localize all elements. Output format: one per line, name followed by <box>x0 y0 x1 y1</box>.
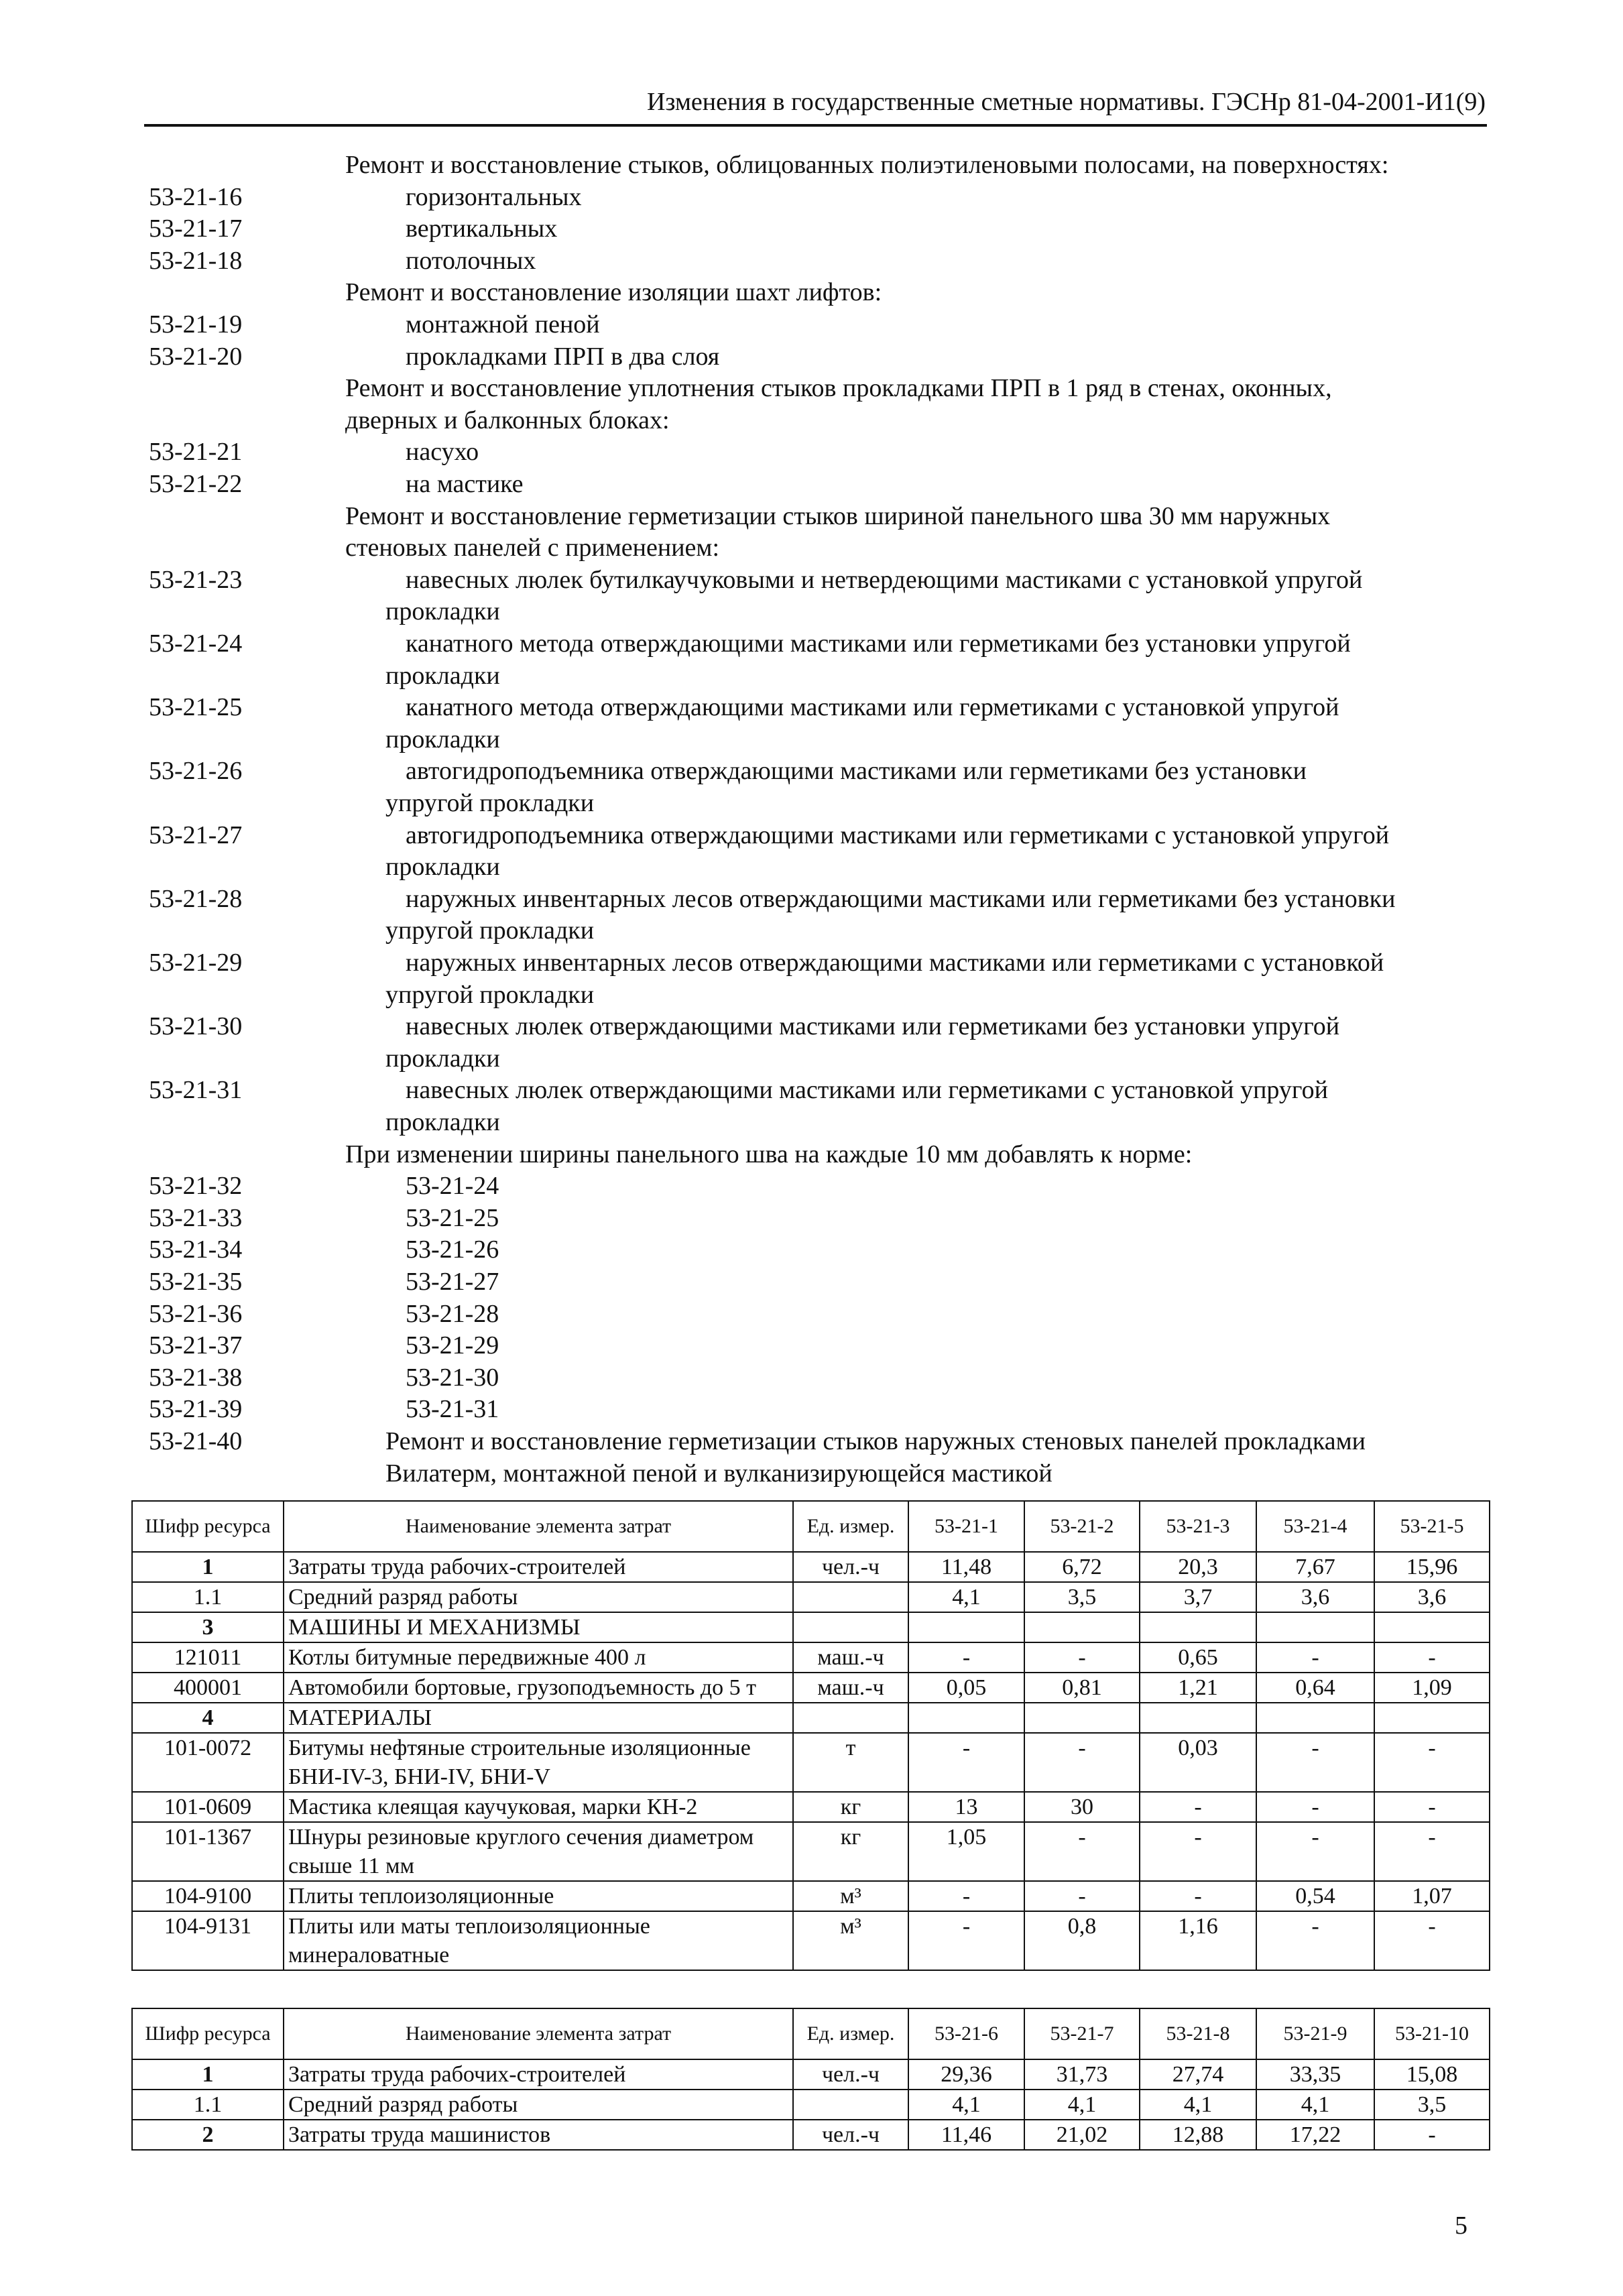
value-cell: 3,6 <box>1374 1582 1490 1612</box>
value-cell: 1,07 <box>1374 1881 1490 1911</box>
resource-name-cell: МАТЕРИАЛЫ <box>284 1703 793 1733</box>
norm-code: 53-21-16 <box>149 183 243 211</box>
norm-group-heading: дверных и балконных блоках: <box>345 406 670 434</box>
unit-cell <box>793 1703 908 1733</box>
unit-cell: м³ <box>793 1881 908 1911</box>
resource-table-1 <box>131 1500 1490 1971</box>
norm-description: горизонтальных <box>406 183 582 211</box>
value-cell: - <box>1024 1881 1140 1911</box>
resource-code-cell: 1 <box>132 2059 284 2090</box>
unit-cell <box>793 1612 908 1642</box>
norm-code: 53-21-40 <box>149 1427 243 1455</box>
resource-table-2 <box>131 2008 1490 2151</box>
column-header: Ед. измер. <box>793 1501 908 1552</box>
value-cell <box>1256 1612 1374 1642</box>
unit-cell: кг <box>793 1792 908 1822</box>
value-cell: - <box>1140 1822 1256 1881</box>
table-row <box>132 1703 1490 1733</box>
unit-cell: т <box>793 1733 908 1792</box>
table-row <box>132 1911 1490 1970</box>
value-cell: - <box>1024 1733 1140 1792</box>
resource-name-cell: Мастика клеящая каучуковая, марки КН-2 <box>284 1792 793 1822</box>
norm-description: 53-21-29 <box>406 1331 499 1360</box>
value-cell <box>1024 1612 1140 1642</box>
norm-description: вертикальных <box>406 215 558 243</box>
value-cell: 4,1 <box>908 1582 1024 1612</box>
norm-code: 53-21-21 <box>149 438 243 466</box>
norm-description: прокладками ПРП в два слоя <box>406 343 720 371</box>
norm-description: навесных люлек бутилкаучуковыми и нетвердеющими мастиками с установкой упругой <box>406 566 1363 594</box>
value-cell: 11,48 <box>908 1552 1024 1582</box>
value-cell: 13 <box>908 1792 1024 1822</box>
norm-code: 53-21-26 <box>149 757 243 785</box>
norm-group-heading: прокладки <box>385 662 500 690</box>
norm-description: 53-21-28 <box>406 1300 499 1328</box>
value-cell: - <box>1256 1733 1374 1792</box>
resource-name-cell: Битумы нефтяные строительные изоляционные БНИ-IV-3, БНИ-IV, БНИ-V <box>284 1733 793 1792</box>
value-cell <box>1374 1612 1490 1642</box>
table-row <box>132 1822 1490 1881</box>
value-cell: 20,3 <box>1140 1552 1256 1582</box>
norm-code: 53-21-28 <box>149 885 243 913</box>
unit-cell: чел.-ч <box>793 1552 908 1582</box>
value-cell: - <box>1024 1822 1140 1881</box>
value-cell: 1,16 <box>1140 1911 1256 1970</box>
norm-code: 53-21-37 <box>149 1331 243 1360</box>
value-cell <box>1374 1703 1490 1733</box>
resource-name-cell: Средний разряд работы <box>284 2090 793 2120</box>
resource-name-cell: Затраты труда машинистов <box>284 2120 793 2150</box>
norm-description: наружных инвентарных лесов отверждающими мастиками или герметиками с установкой <box>406 949 1384 977</box>
norm-group-heading: Ремонт и восстановление стыков, облицованных полиэтиленовыми полосами, на поверхностях: <box>345 151 1389 179</box>
norm-code: 53-21-29 <box>149 949 243 977</box>
norm-code: 53-21-34 <box>149 1235 243 1264</box>
norm-code: 53-21-19 <box>149 310 243 339</box>
resource-code-cell: 104-9100 <box>132 1881 284 1911</box>
column-header: Шифр ресурса <box>132 2008 284 2059</box>
value-cell: - <box>1140 1792 1256 1822</box>
resource-name-cell: Автомобили бортовые, грузоподъемность до 5 т <box>284 1673 793 1703</box>
unit-cell: чел.-ч <box>793 2059 908 2090</box>
value-cell: 31,73 <box>1024 2059 1140 2090</box>
norm-group-heading: Вилатерм, монтажной пеной и вулканизирующейся мастикой <box>385 1459 1053 1488</box>
column-header: Наименование элемента затрат <box>284 2008 793 2059</box>
norm-description: канатного метода отверждающими мастиками или герметиками с установкой упругой <box>406 693 1339 721</box>
resource-name-cell: Плиты теплоизоляционные <box>284 1881 793 1911</box>
norm-group-heading: Ремонт и восстановление изоляции шахт лифтов: <box>345 278 882 306</box>
table-row <box>132 1733 1490 1792</box>
value-cell: 3,5 <box>1024 1582 1140 1612</box>
norm-group-heading: прокладки <box>385 1108 500 1136</box>
norm-description: на мастике <box>406 470 524 498</box>
value-cell <box>1024 1703 1140 1733</box>
page-number: 5 <box>1455 2212 1467 2240</box>
norm-description: 53-21-27 <box>406 1268 499 1296</box>
value-cell: 29,36 <box>908 2059 1024 2090</box>
value-cell <box>1140 1612 1256 1642</box>
value-cell: 6,72 <box>1024 1552 1140 1582</box>
norm-group-heading: Ремонт и восстановление уплотнения стыков прокладками ПРП в 1 ряд в стенах, оконных, <box>345 374 1332 402</box>
value-cell: 0,64 <box>1256 1673 1374 1703</box>
column-header: 53-21-1 <box>908 1501 1024 1552</box>
value-cell: - <box>1374 2120 1490 2150</box>
unit-cell: чел.-ч <box>793 2120 908 2150</box>
norm-description: навесных люлек отверждающими мастиками или герметиками с установкой упругой <box>406 1076 1328 1104</box>
unit-cell <box>793 1582 908 1612</box>
norm-description: 53-21-31 <box>406 1395 499 1423</box>
norm-code: 53-21-24 <box>149 629 243 658</box>
norm-group-heading: упругой прокладки <box>385 789 595 817</box>
norm-description: 53-21-24 <box>406 1172 499 1200</box>
column-header: 53-21-6 <box>908 2008 1024 2059</box>
value-cell: 15,96 <box>1374 1552 1490 1582</box>
value-cell: 1,05 <box>908 1822 1024 1881</box>
table-row <box>132 1612 1490 1642</box>
norm-code: 53-21-25 <box>149 693 243 721</box>
value-cell <box>1140 1703 1256 1733</box>
norm-code: 53-21-27 <box>149 821 243 849</box>
value-cell: 4,1 <box>908 2090 1024 2120</box>
value-cell: 12,88 <box>1140 2120 1256 2150</box>
value-cell: 33,35 <box>1256 2059 1374 2090</box>
value-cell: - <box>908 1642 1024 1673</box>
table-row <box>132 1552 1490 1582</box>
unit-cell: маш.-ч <box>793 1673 908 1703</box>
value-cell: - <box>908 1881 1024 1911</box>
value-cell: 4,1 <box>1256 2090 1374 2120</box>
value-cell: 4,1 <box>1140 2090 1256 2120</box>
table-row <box>132 1582 1490 1612</box>
value-cell: 30 <box>1024 1792 1140 1822</box>
resource-code-cell: 400001 <box>132 1673 284 1703</box>
norm-group-heading: Ремонт и восстановление герметизации стыков шириной панельного шва 30 мм наружных <box>345 502 1331 530</box>
table-row <box>132 1881 1490 1911</box>
resource-code-cell: 101-0609 <box>132 1792 284 1822</box>
norm-group-heading: упругой прокладки <box>385 916 595 945</box>
value-cell: 27,74 <box>1140 2059 1256 2090</box>
unit-cell: м³ <box>793 1911 908 1970</box>
norm-description: насухо <box>406 438 479 466</box>
value-cell: 3,6 <box>1256 1582 1374 1612</box>
resource-code-cell: 1.1 <box>132 1582 284 1612</box>
resource-code-cell: 1 <box>132 1552 284 1582</box>
norm-description: навесных люлек отверждающими мастиками или герметиками без установки упругой <box>406 1012 1340 1040</box>
resource-name-cell: Средний разряд работы <box>284 1582 793 1612</box>
column-header: Ед. измер. <box>793 2008 908 2059</box>
value-cell: - <box>1024 1642 1140 1673</box>
resource-name-cell: Котлы битумные передвижные 400 л <box>284 1642 793 1673</box>
resource-code-cell: 104-9131 <box>132 1911 284 1970</box>
column-header: 53-21-8 <box>1140 2008 1256 2059</box>
value-cell <box>1256 1703 1374 1733</box>
page-header-title: Изменения в государственные сметные нормативы. ГЭСНр 81-04-2001-И1(9) <box>646 88 1486 116</box>
resource-code-cell: 3 <box>132 1612 284 1642</box>
norm-description: наружных инвентарных лесов отверждающими мастиками или герметиками без установки <box>406 885 1396 913</box>
table-header-row <box>132 1501 1490 1552</box>
norm-group-heading: стеновых панелей с применением: <box>345 534 720 562</box>
value-cell: - <box>1256 1911 1374 1970</box>
value-cell: 0,81 <box>1024 1673 1140 1703</box>
column-header: Шифр ресурса <box>132 1501 284 1552</box>
resource-code-cell: 121011 <box>132 1642 284 1673</box>
value-cell: - <box>1374 1733 1490 1792</box>
norm-description: потолочных <box>406 247 536 275</box>
table-row <box>132 1642 1490 1673</box>
norm-code: 53-21-39 <box>149 1395 243 1423</box>
value-cell: 0,8 <box>1024 1911 1140 1970</box>
column-header: 53-21-10 <box>1374 2008 1490 2059</box>
value-cell: - <box>908 1733 1024 1792</box>
resource-code-cell: 1.1 <box>132 2090 284 2120</box>
norm-code: 53-21-32 <box>149 1172 243 1200</box>
value-cell: 0,03 <box>1140 1733 1256 1792</box>
norm-group-heading: При изменении ширины панельного шва на каждые 10 мм добавлять к норме: <box>345 1140 1193 1168</box>
resource-code-cell: 4 <box>132 1703 284 1733</box>
norm-code: 53-21-23 <box>149 566 243 594</box>
table-header-row <box>132 2008 1490 2059</box>
resource-code-cell: 101-1367 <box>132 1822 284 1881</box>
norm-code: 53-21-20 <box>149 343 243 371</box>
value-cell: 21,02 <box>1024 2120 1140 2150</box>
norm-description: 53-21-30 <box>406 1364 499 1392</box>
value-cell: - <box>908 1911 1024 1970</box>
norm-group-heading: прокладки <box>385 725 500 753</box>
norm-group-heading: прокладки <box>385 597 500 625</box>
norm-description: 53-21-26 <box>406 1235 499 1264</box>
unit-cell: кг <box>793 1822 908 1881</box>
column-header: 53-21-4 <box>1256 1501 1374 1552</box>
value-cell: 0,05 <box>908 1673 1024 1703</box>
table-row <box>132 2090 1490 2120</box>
norm-description: Ремонт и восстановление герметизации стыков наружных стеновых панелей прокладками <box>385 1427 1366 1455</box>
norm-description: автогидроподъемника отверждающими мастиками или герметиками с установкой упругой <box>406 821 1390 849</box>
norm-code: 53-21-18 <box>149 247 243 275</box>
resource-code-cell: 101-0072 <box>132 1733 284 1792</box>
value-cell: 1,09 <box>1374 1673 1490 1703</box>
norm-code: 53-21-35 <box>149 1268 243 1296</box>
norm-description: монтажной пеной <box>406 310 600 339</box>
column-header: Наименование элемента затрат <box>284 1501 793 1552</box>
value-cell: - <box>1256 1822 1374 1881</box>
value-cell: 3,7 <box>1140 1582 1256 1612</box>
value-cell: 0,54 <box>1256 1881 1374 1911</box>
value-cell <box>908 1612 1024 1642</box>
norm-code: 53-21-33 <box>149 1204 243 1232</box>
table-row <box>132 2059 1490 2090</box>
column-header: 53-21-2 <box>1024 1501 1140 1552</box>
norm-description: канатного метода отверждающими мастиками или герметиками без установки упругой <box>406 629 1351 658</box>
table-row <box>132 1792 1490 1822</box>
value-cell: - <box>1140 1881 1256 1911</box>
value-cell: 17,22 <box>1256 2120 1374 2150</box>
resource-name-cell: Плиты или маты теплоизоляционные минераловатные <box>284 1911 793 1970</box>
resource-name-cell: МАШИНЫ И МЕХАНИЗМЫ <box>284 1612 793 1642</box>
table-row <box>132 1673 1490 1703</box>
value-cell: 11,46 <box>908 2120 1024 2150</box>
norm-code: 53-21-31 <box>149 1076 243 1104</box>
value-cell: 3,5 <box>1374 2090 1490 2120</box>
resource-code-cell: 2 <box>132 2120 284 2150</box>
value-cell: - <box>1374 1642 1490 1673</box>
norm-code: 53-21-38 <box>149 1364 243 1392</box>
norm-group-heading: прокладки <box>385 853 500 881</box>
norm-group-heading: упругой прокладки <box>385 981 595 1009</box>
value-cell <box>908 1703 1024 1733</box>
norm-description: автогидроподъемника отверждающими мастиками или герметиками без установки <box>406 757 1307 785</box>
value-cell: 15,08 <box>1374 2059 1490 2090</box>
value-cell: - <box>1256 1792 1374 1822</box>
column-header: 53-21-7 <box>1024 2008 1140 2059</box>
value-cell: 1,21 <box>1140 1673 1256 1703</box>
unit-cell: маш.-ч <box>793 1642 908 1673</box>
table-row <box>132 2120 1490 2150</box>
unit-cell <box>793 2090 908 2120</box>
norm-code: 53-21-17 <box>149 215 243 243</box>
value-cell: 4,1 <box>1024 2090 1140 2120</box>
value-cell: 0,65 <box>1140 1642 1256 1673</box>
resource-name-cell: Шнуры резиновые круглого сечения диаметром свыше 11 мм <box>284 1822 793 1881</box>
column-header: 53-21-5 <box>1374 1501 1490 1552</box>
column-header: 53-21-9 <box>1256 2008 1374 2059</box>
norm-code: 53-21-36 <box>149 1300 243 1328</box>
column-header: 53-21-3 <box>1140 1501 1256 1552</box>
value-cell: - <box>1374 1911 1490 1970</box>
value-cell: 7,67 <box>1256 1552 1374 1582</box>
resource-name-cell: Затраты труда рабочих-строителей <box>284 2059 793 2090</box>
norm-group-heading: прокладки <box>385 1044 500 1073</box>
value-cell: - <box>1256 1642 1374 1673</box>
resource-name-cell: Затраты труда рабочих-строителей <box>284 1552 793 1582</box>
norm-description: 53-21-25 <box>406 1204 499 1232</box>
norm-code: 53-21-30 <box>149 1012 243 1040</box>
norm-code: 53-21-22 <box>149 470 243 498</box>
value-cell: - <box>1374 1822 1490 1881</box>
value-cell: - <box>1374 1792 1490 1822</box>
